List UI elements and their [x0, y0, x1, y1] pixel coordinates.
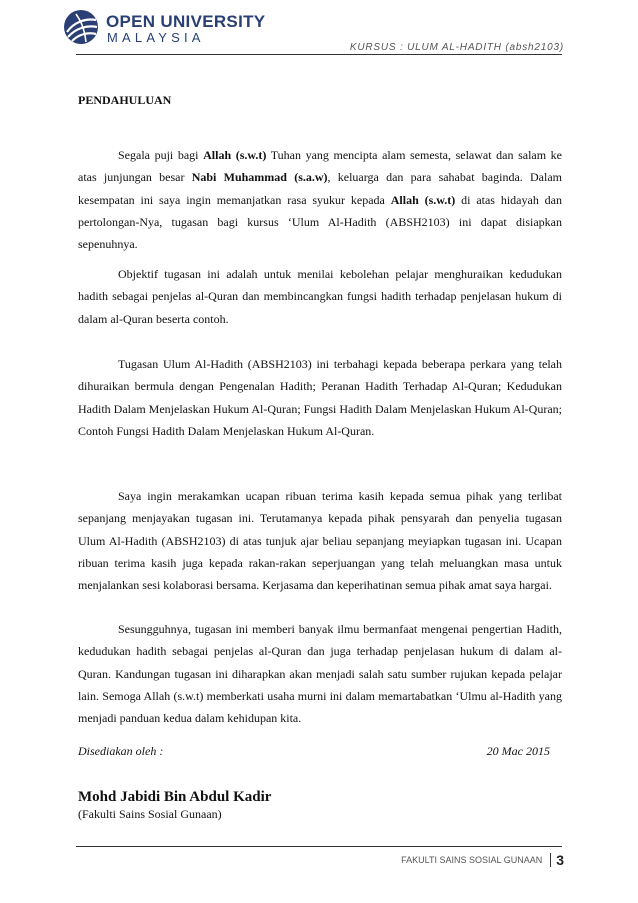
paragraph-4: Saya ingin merakamkan ucapan ribuan terima kasih kepada semua pihak yang terlibat sepanjang menjayakan tugasan ini. Terutamanya kepada pihak pensyarah dan penyelia tugasan Ulum Al-Hadith (ABSH2103) di atas tunjuk ajar beliau sepanjang meyiapkan tugasan ini. Ucapan ribuan terima kasih juga kepada rakan-rakan seperjuangan yang telah meluangkan masa untuk menjalankan sesi kolaborasi bersama. Kerjasama dan keperihatinan semua pihak amat saya hargai. — [78, 489, 562, 593]
paragraph-1-text-c: , keluarga dan para sahabat baginda. Dalam kesempatan ini saya ingin memanjatkan rasa syukur kepada — [78, 170, 563, 207]
allah-bold-2: Allah (s.w.t) — [390, 192, 456, 207]
paragraph-1-text-a: Segala puji bagi — [118, 148, 204, 162]
oum-globe-logo-icon — [62, 8, 100, 46]
paragraph-3: Tugasan Ulum Al-Hadith (ABSH2103) ini terbahagi kepada beberapa perkara yang telah dihuraikan bermula dengan Pengenalan Hadith; Peranan Hadith Terhadap Al-Quran; Kedudukan Hadith Dalam Menjelaskan Hukum Al-Quran; Fungsi Hadith Dalam Menjelaskan Hukum Al-Quran; Contoh Fungsi Hadith Dalam Menjelaskan Hukum Al-Quran. — [78, 357, 562, 438]
paragraph-1 — [78, 144, 562, 255]
course-title: KURSUS : ULUM AL-HADITH (absh2103) — [349, 42, 564, 53]
logo-text-line2: MALAYSIA — [107, 30, 205, 45]
university-logo — [62, 8, 266, 46]
page-footer — [401, 851, 564, 869]
page-number: 3 — [556, 851, 564, 868]
paragraph-1-text-d: di atas hidayah dan pertolongan-Nya, tugasan bagi kursus ‘Ulum Al-Hadith (ABSH2103) ini dapat disiapkan sepenuhnya. — [78, 192, 563, 252]
page-header — [0, 0, 638, 70]
footer-faculty: FAKULTI SAINS SOSIAL GUNAAN — [401, 854, 543, 865]
prepared-by-label: Disediakan oleh : — [78, 744, 164, 758]
nabi-bold: Nabi Muhammad (s.a.w) — [191, 170, 328, 185]
author-faculty: (Fakulti Sains Sosial Gunaan) — [78, 807, 222, 821]
section-title: PENDAHULUAN — [78, 93, 172, 107]
header-divider — [76, 54, 562, 55]
logo-text-line1: OPEN UNIVERSITY — [106, 12, 266, 31]
author-name: Mohd Jabidi Bin Abdul Kadir — [78, 789, 272, 805]
footer-separator — [550, 853, 551, 867]
date: 20 Mac 2015 — [486, 744, 550, 758]
paragraph-2: Objektif tugasan ini adalah untuk menilai kebolehan pelajar menghuraikan kedudukan hadith sebagai penjelas al-Quran dan membincangkan fungsi hadith terhadap penjelasan hukum di dalam al-Quran beserta contoh. — [78, 267, 562, 326]
footer-divider — [76, 846, 562, 847]
paragraph-5: Sesungguhnya, tugasan ini memberi banyak ilmu bermanfaat mengenai pengertian Hadith, kedudukan hadith sebagai penjelas al-Quran dan juga terhadap penjelasan hukum di dalam al-Quran. Kandungan tugasan ini diharapkan akan menjadi salah satu sumber rujukan kepada pelajar lain. Semoga Allah (s.w.t) memberkati usaha murni ini dalam memartabatkan ‘Ulmu al-Hadith yang menjadi panduan kedua dalam kehidupan kita. — [78, 622, 562, 726]
paragraph-1-text-b: Tuhan yang mencipta alam semesta, selawat dan salam ke atas junjungan besar — [78, 148, 562, 185]
allah-bold: Allah (s.w.t) — [203, 148, 267, 162]
